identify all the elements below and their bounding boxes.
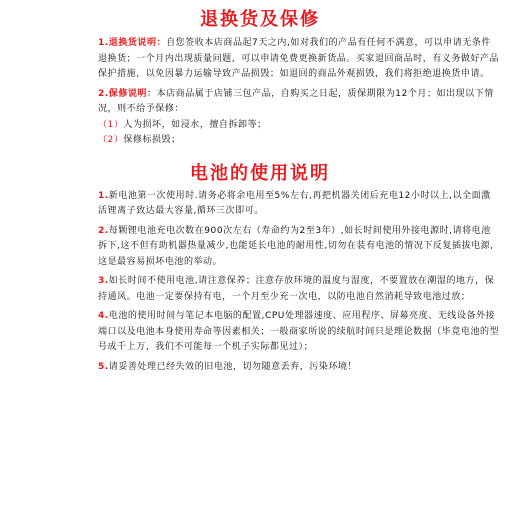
exclusion-item: [98, 118, 500, 134]
battery-item-number: 2.: [98, 225, 109, 236]
battery-item-text: 电池的使用时间与笔记本电脑的配置,CPU处理器速度、应用程序、屏幕亮度、无线设备外接端口以及电池本身使用寿命等因素相关；一般商家所说的续航时间只是理论数据（毕竟电池的型号成千上万，我们不可能每一个机子实际都见过）；: [98, 311, 500, 352]
return-policy-text: 自您签收本店商品起7天之内,如对我们的产品有任何不满意，可以申请无条件退换货；一个月内出现质量问题，可以申请免费更换新货品。买家退回商品时，有义务做好产品保护措施，以免因暴力运输导致产品损毁；如退回的商品外观损毁，我们将拒绝退换货申请。: [98, 38, 500, 79]
warranty-paragraph: [98, 87, 500, 118]
battery-item-number: 3.: [98, 276, 109, 286]
battery-item-number: 4.: [98, 311, 109, 321]
return-section-title: 退换货及保修: [200, 9, 320, 30]
battery-section: [0, 189, 520, 376]
battery-item-number: 1.: [98, 190, 109, 201]
exclusion-item: [98, 133, 500, 149]
warranty-label: 保修说明: [108, 88, 147, 99]
battery-item-text: 请妥善处理已经失效的旧电池，切勿随意丢弃，污染环境！: [108, 361, 358, 372]
battery-item-text: 如长时间不使用电池,请注意保养；注意存放环境的温度与湿度，不要置放在潮湿的地方，保持通风。电池一定要保持有电，一个月至少充一次电，以防电池自然消耗导致电池过放；: [98, 276, 495, 302]
return-policy-number: 1.: [98, 38, 109, 48]
battery-item-text: 每颗锂电池充电次数在900次左右（寿命约为2至3年）,如长时间使用外接电源时,请将电池拆下,这不但有助机器热量减少,也能延长电池的耐用性,切勿在装有电池的情况下反复插拔电源,这是最容易损坏电池的举动。: [98, 225, 494, 267]
exclusion-text: 保修标损毁；: [123, 135, 181, 145]
warranty-number: 2.: [98, 88, 109, 99]
battery-item: [98, 309, 500, 356]
return-policy-paragraph: [98, 36, 500, 83]
exclusion-text: 人为损坏，如浸水，擅自拆卸等；: [123, 119, 267, 130]
exclusion-number: （1）: [98, 119, 124, 130]
battery-item-text: 新电池第一次使用时.请务必将余电用至5%左右,再把机器关闭后充电12小时以上,以全面激活锂离子致达最大容量,循环三次即可。: [98, 190, 491, 216]
battery-item: [98, 274, 500, 305]
battery-item: [98, 189, 500, 220]
return-policy-colon: ：: [156, 38, 167, 48]
warranty-text: 本店商品属于店铺三包产品，自购买之日起，质保期限为12个月；如出现以下情况，则不给予保修：: [98, 88, 494, 114]
battery-section-title: 电池的使用说明: [190, 162, 330, 184]
battery-item: [98, 360, 500, 376]
battery-item-number: 5.: [98, 361, 109, 372]
warranty-colon: ：: [146, 88, 157, 99]
return-policy-label: 退换货说明: [108, 38, 157, 48]
return-section: [0, 36, 520, 149]
battery-item: [98, 224, 500, 271]
exclusion-number: （2）: [98, 135, 124, 145]
